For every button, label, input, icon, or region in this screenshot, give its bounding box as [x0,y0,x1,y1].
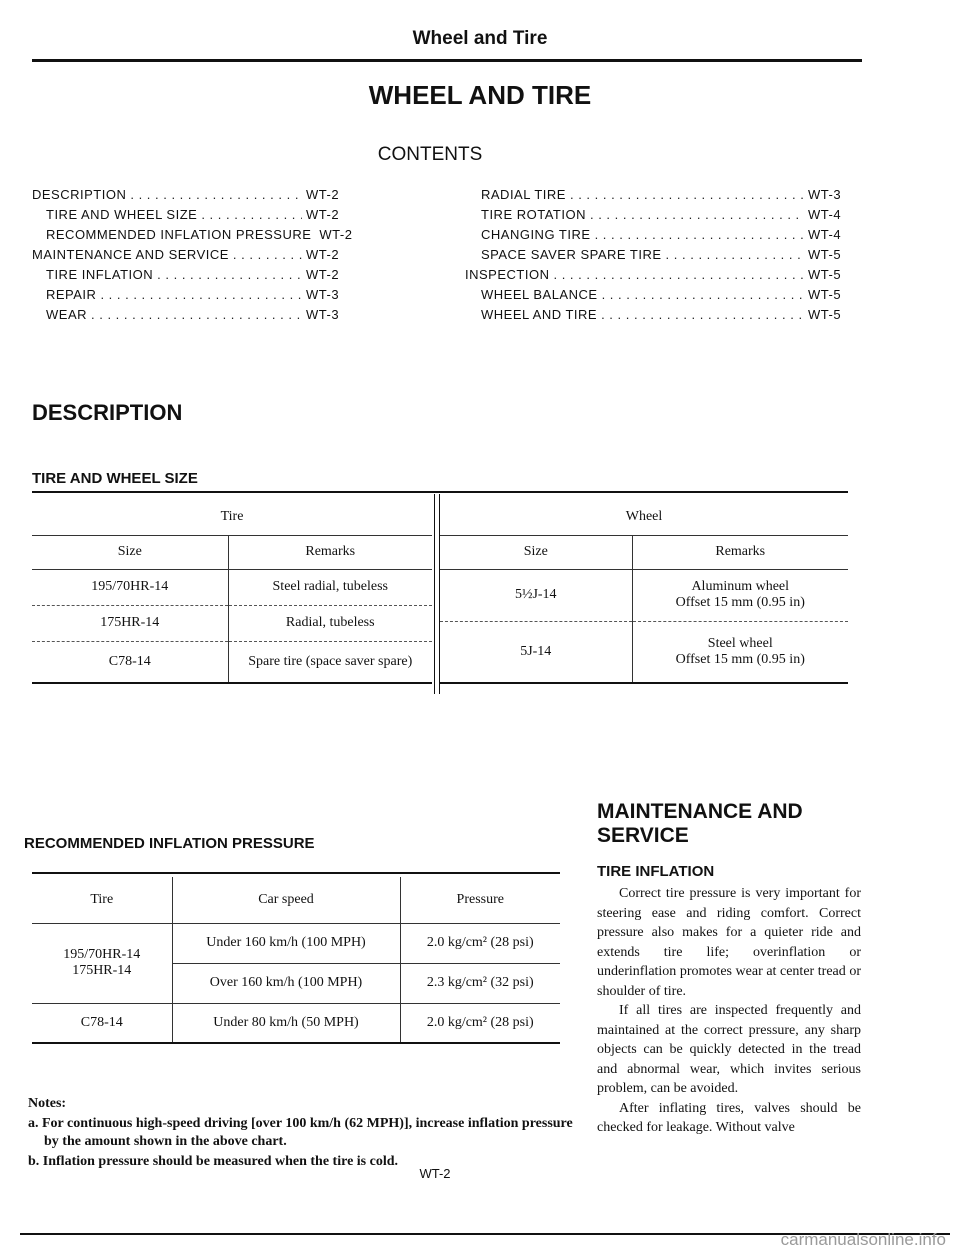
subheading-inflation-pressure: RECOMMENDED INFLATION PRESSURE [24,835,315,852]
table-header: Remarks [228,535,432,569]
table-cell: 2.3 kg/cm² (32 psi) [400,963,560,1003]
toc-item[interactable]: INSPECTION . . . WT-5 [465,267,856,284]
section-rule [32,491,848,493]
page-number: WT-2 [419,1166,451,1181]
table-cell: C78-14 [80,1014,123,1030]
paragraph: If all tires are inspected frequently and maintained at the correct pressure, any sharp objects can be quickly detected in the tread and abnormal wear, which invites serious problem, can be avoided. [597,1003,861,1096]
table-cell: Under 160 km/h (100 MPH) [172,923,400,963]
section-rule [32,872,560,874]
table-header: Wheel [625,508,663,524]
table-cell: Over 160 km/h (100 MPH) [172,963,400,1003]
page-title: WHEEL AND TIRE [368,80,592,110]
note-a: a. For continuous high-speed driving [over 100 km/h (62 MPH)], increase inflation pressure by the amount shown in the above chart. [28,1116,573,1149]
toc-item[interactable]: WHEEL BALANCE . . . WT-5 [481,287,856,304]
table-cell: 2.0 kg/cm² (28 psi) [400,1003,560,1043]
toc-item[interactable]: WEAR . . . WT-3 [46,307,354,324]
subheading-tire-wheel-size: TIRE AND WHEEL SIZE [32,470,198,487]
table-cell: 195/70HR-14 [91,579,169,594]
header-rule [32,59,862,62]
paragraph: Correct tire pressure is very important for steering ease and riding comfort. Correct pressure also makes for a quieter ride and extends tire life; overinflation or underinflation promotes wear at center tread or shoulder of tire. [597,886,861,999]
subheading-tire-inflation: TIRE INFLATION [597,863,715,880]
watermark: carmanualsonline.info [780,1230,946,1249]
toc-item[interactable]: RECOMMENDED INFLATION PRESSURE WT-2 [46,227,353,242]
table-cell: 195/70HR-14 175HR-14 [32,923,172,1003]
toc-item[interactable]: TIRE INFLATION . . . WT-2 [46,267,354,284]
table-header: Tire [220,508,244,524]
toc-item[interactable]: DESCRIPTION . . . WT-2 [32,187,354,204]
running-head: Wheel and Tire [412,28,548,49]
toc-item[interactable]: WHEEL AND TIRE . . . WT-5 [481,307,856,324]
section-heading-maintenance: MAINTENANCE AND SERVICE [597,800,803,847]
table-header: Size [523,544,548,559]
paragraph: After inflating tires, valves should be checked for leakage. Without valve [597,1100,861,1135]
table-cell: Aluminum wheel Offset 15 mm (0.95 in) [632,569,848,621]
toc-item[interactable]: REPAIR . . . WT-3 [46,287,354,304]
toc-item[interactable]: TIRE AND WHEEL SIZE . . . WT-2 [46,207,354,224]
table-cell: Radial, tubeless [228,605,432,641]
table-cell: 5J-14 [520,643,552,659]
section-heading-description: DESCRIPTION [32,400,183,425]
toc-item[interactable]: MAINTENANCE AND SERVICE . . . WT-2 [32,247,354,264]
table-header: Car speed [172,877,400,923]
toc-item[interactable]: SPACE SAVER SPARE TIRE . . . WT-5 [481,247,856,264]
notes-title: Notes: [28,1096,67,1111]
table-cell: 5½J-14 [514,587,557,602]
table-cell: 2.0 kg/cm² (28 psi) [400,923,560,963]
tire-size-table [32,499,432,684]
tire-inflation-body [597,884,861,1138]
note-b: b. Inflation pressure should be measured when the tire is cold. [28,1154,399,1169]
wheel-size-table [440,499,848,684]
table-header: Remarks [632,535,848,569]
table-cell: Spare tire (space saver spare) [228,641,432,683]
toc-item[interactable]: TIRE ROTATION . . . WT-4 [481,207,856,224]
toc-item[interactable]: RADIAL TIRE . . . WT-3 [481,187,856,204]
table-cell: Under 80 km/h (50 MPH) [172,1003,400,1043]
table-cell: Steel wheel Offset 15 mm (0.95 in) [632,621,848,683]
table-cell: C78-14 [108,653,151,669]
table-cell: Steel radial, tubeless [228,569,432,605]
inflation-pressure-table [32,877,560,1044]
table-cell: 175HR-14 [100,615,160,630]
table-header: Tire [90,891,114,907]
contents-title: CONTENTS [377,144,483,165]
table-header: Size [117,544,142,559]
toc-item[interactable]: CHANGING TIRE . . . WT-4 [481,227,856,244]
table-header: Pressure [400,877,560,923]
